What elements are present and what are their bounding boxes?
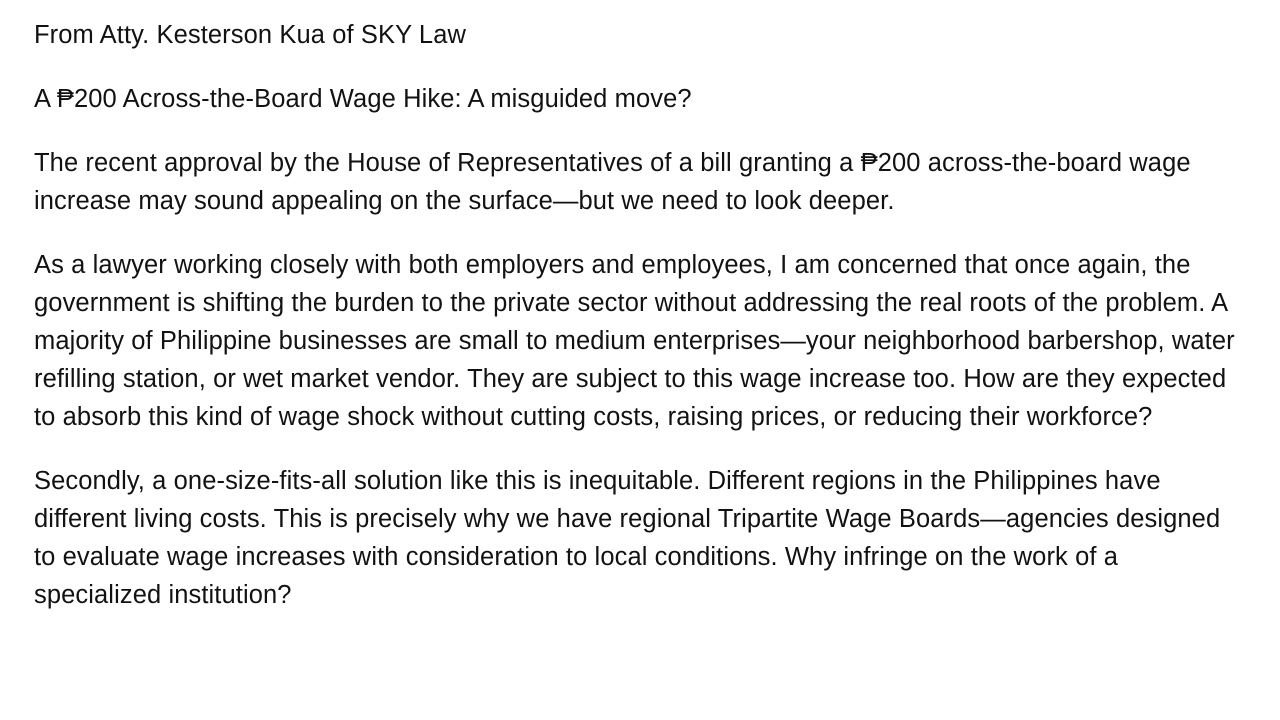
body-paragraph-2: As a lawyer working closely with both employers and employees, I am concerned that once again, the government is shifting the burden to the private sector without addressing the real roots of the problem. A majority of Philippine businesses are small to medium enterprises—your neighborhood barbershop, water refilling station, or wet market vendor. They are subject to this wage increase too. How are they expected to absorb this kind of wage shock without cutting costs, raising prices, or reducing their workforce? xyxy=(34,251,1242,431)
headline-paragraph: A ₱200 Across-the-Board Wage Hike: A misguided move? xyxy=(34,85,692,113)
byline-paragraph: From Atty. Kesterson Kua of SKY Law xyxy=(34,21,467,49)
body-paragraph-3: Secondly, a one-size-fits-all solution like this is inequitable. Different regions in the Philippines have different living costs. This is precisely why we have regional Tripartite Wage Boards—agencies designed to evaluate wage increases with consideration to local conditions. Why infringe on the work of a specialized institution? xyxy=(34,467,1228,609)
body-paragraph-1: The recent approval by the House of Representatives of a bill granting a ₱200 across-the-board wage increase may sound appealing on the surface—but we need to look deeper. xyxy=(34,149,1198,215)
